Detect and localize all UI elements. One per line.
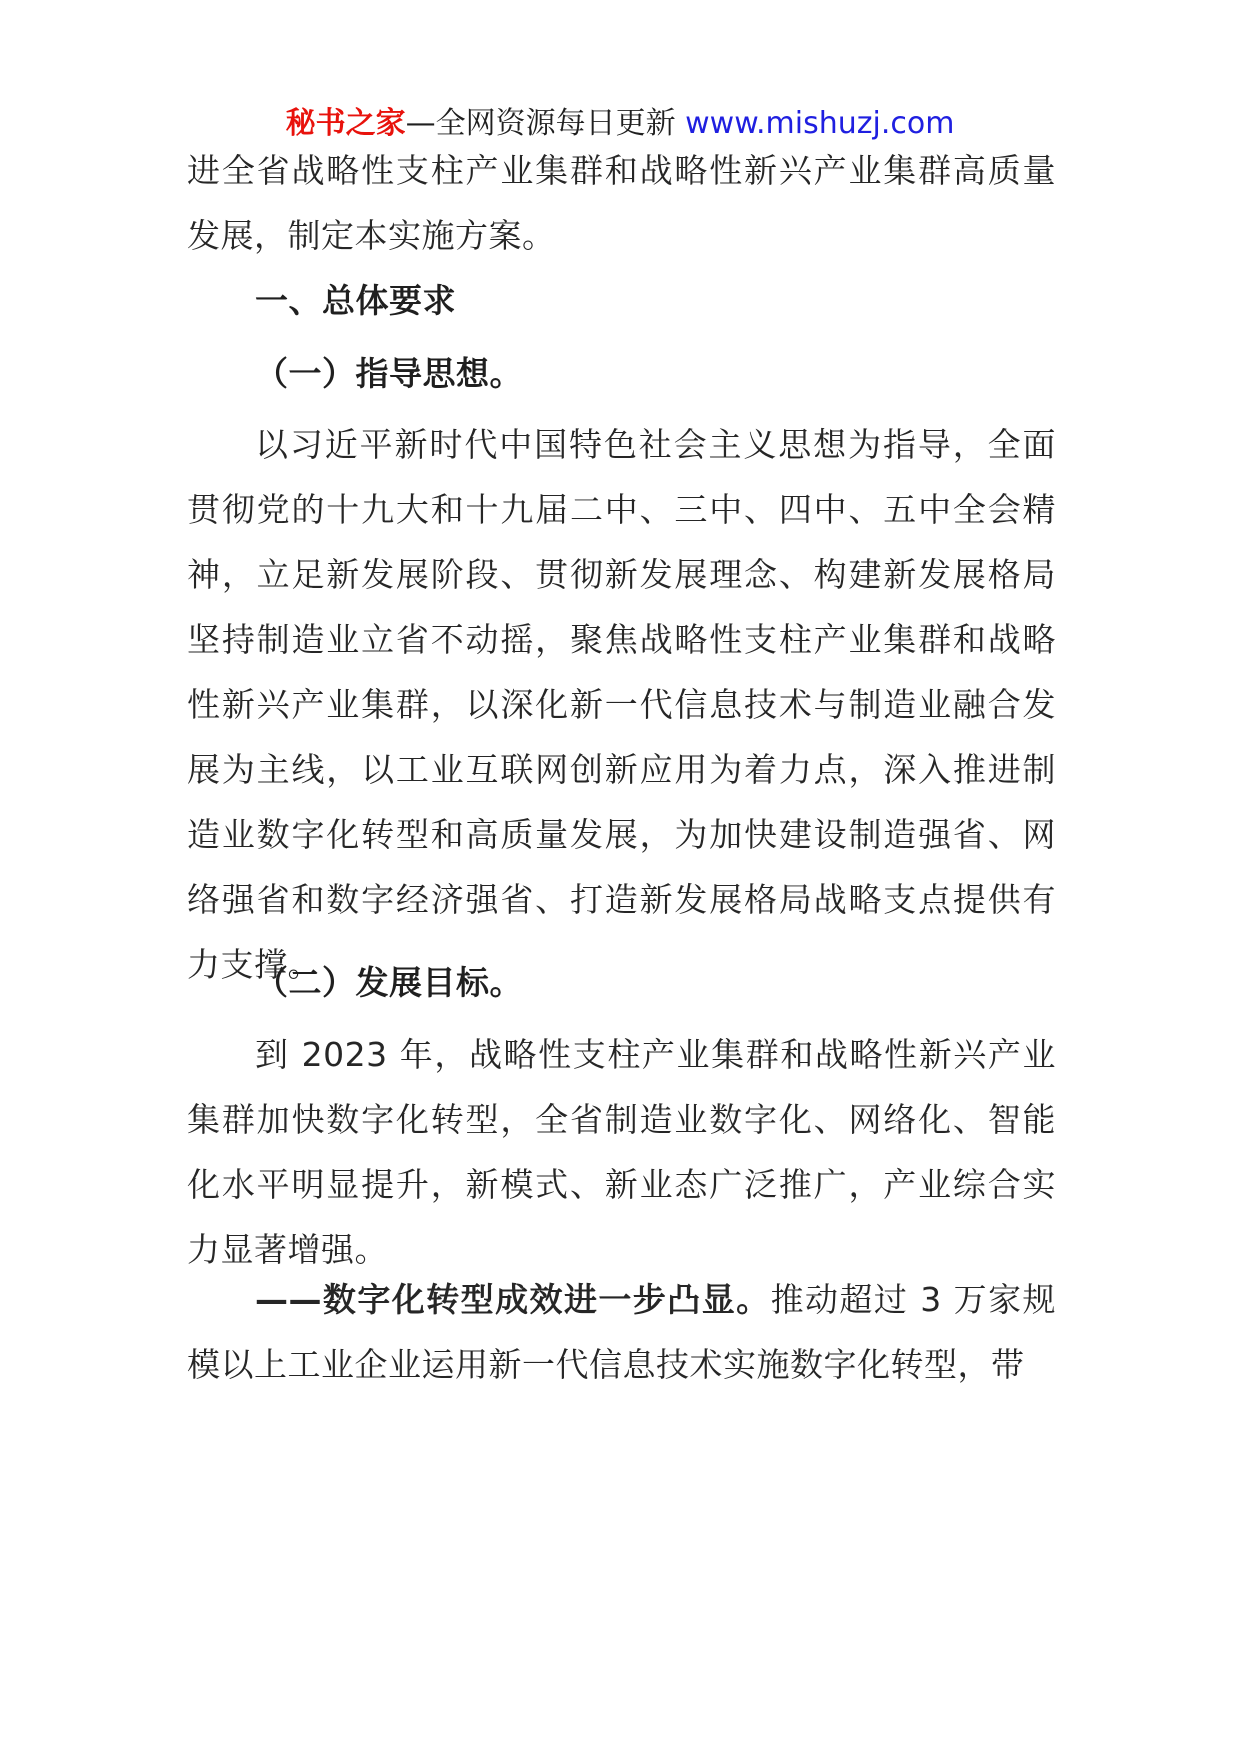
goal-bullet-paragraph	[187, 1267, 1056, 1397]
site-url: www.mishuzj.com	[685, 106, 955, 141]
intro-continuation	[187, 138, 1056, 268]
subsection-heading	[187, 341, 1056, 406]
bullet-text: 推动超过 3 万家规模以上工业企业运用新一代信息技术实施数字化转型，带	[187, 1280, 1056, 1384]
intro-paragraph: 进全省战略性支柱产业集群和战略性新兴产业集群高质量发展，制定本实施方案。	[187, 151, 1056, 255]
paragraph-text: 到 2023 年，战略性支柱产业集群和战略性新兴产业集群加快数字化转型，全省制造业数字化、网络化、智能化水平明显提升，新模式、新业态广泛推广，产业综合实力显著增强。	[187, 1035, 1056, 1269]
subsection-heading	[187, 950, 1056, 1015]
section-1-title: 一、总体要求	[255, 281, 456, 320]
brand-name: 秘书之家	[285, 106, 406, 141]
bullet-paragraph	[187, 1267, 1056, 1397]
subsection-2-title: （二）发展目标。	[255, 963, 523, 1002]
bullet-title: ——数字化转型成效进一步凸显。	[255, 1280, 771, 1319]
development-goals-paragraph	[187, 1022, 1056, 1282]
subsection-1-title: （一）指导思想。	[255, 354, 523, 393]
section-heading	[187, 268, 1056, 333]
paragraph-text: 以习近平新时代中国特色社会主义思想为指导，全面贯彻党的十九大和十九届二中、三中、四中、五中全会精神，立足新发展阶段、贯彻新发展理念、构建新发展格局坚持制造业立省不动摇，聚焦战略性支柱产业集群和战略性新兴产业集群，以深化新一代信息技术与制造业融合发展为主线，以工业互联网创新应用为着力点，深入推进制造业数字化转型和高质量发展，为加快建设制造强省、网络强省和数字经济强省、打造新发展格局战略支点提供有力支撑。	[187, 425, 1056, 984]
guiding-ideology-paragraph	[187, 412, 1056, 997]
brand-tagline: —全网资源每日更新	[405, 106, 676, 141]
